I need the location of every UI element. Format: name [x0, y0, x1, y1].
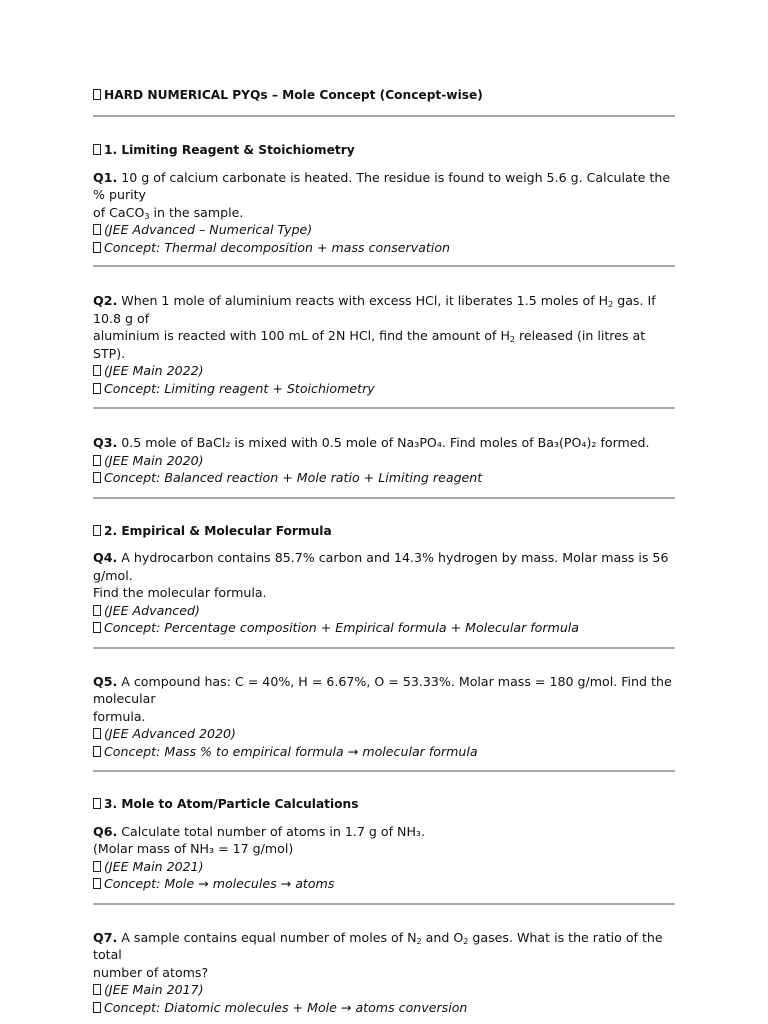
question-text: 0.5 mole of BaCl₂ is mixed with 0.5 mole of Na₃PO₄. Find moles of Ba₃(PO₄)₂ formed.	[117, 435, 650, 450]
question-text: and O	[421, 929, 464, 945]
question-text: gas. If 10.8 g of	[93, 293, 656, 326]
pin-icon	[93, 144, 101, 155]
question-text: Calculate total number of atoms in 1.7 g of NH₃.	[117, 823, 425, 839]
section-heading	[93, 796, 675, 814]
subscript: 2	[509, 335, 516, 344]
question-concept: Concept: Percentage composition + Empirical formula + Molecular formula	[104, 620, 580, 635]
question-source: (JEE Main 2020)	[104, 452, 204, 468]
document-title	[93, 87, 675, 105]
question-text: When 1 mole of aluminium reacts with excess HCl, it liberates 1.5 moles of H	[117, 293, 609, 308]
question-concept: Concept: Diatomic molecules + Mole → atoms conversion	[104, 999, 468, 1015]
question-concept: Concept: Thermal decomposition + mass conservation	[104, 239, 451, 255]
source-icon	[93, 365, 101, 376]
concept-icon	[93, 746, 101, 757]
subscript: 2	[608, 300, 614, 309]
document-page	[93, 87, 675, 1016]
question-number: Q6.	[93, 823, 118, 839]
question-text: number of atoms?	[93, 964, 209, 980]
concept-icon	[93, 242, 101, 253]
subscript: 2	[416, 936, 422, 946]
question-text: aluminium is reacted with 100 mL of 2N HCl, find the amount of H	[93, 328, 510, 343]
question-concept: Concept: Balanced reaction + Mole ratio + Limiting reagent	[104, 470, 483, 485]
question-text: of CaCO	[93, 204, 145, 220]
section-heading	[93, 142, 675, 160]
divider	[93, 647, 675, 649]
question-number: Q5.	[93, 673, 118, 689]
question-source: (JEE Advanced 2020)	[104, 726, 236, 741]
question-source: (JEE Advanced – Numerical Type)	[104, 222, 313, 237]
divider	[93, 407, 675, 409]
section-heading-text: 1. Limiting Reagent & Stoichiometry	[104, 143, 355, 157]
question-source: (JEE Advanced)	[104, 602, 200, 618]
concept-icon	[93, 878, 101, 889]
question-text: formula.	[93, 708, 146, 724]
question-concept: Concept: Mass % to empirical formula → molecular formula	[104, 743, 478, 759]
question-q5	[93, 673, 675, 761]
divider	[93, 265, 675, 267]
divider	[93, 497, 675, 499]
question-source: (JEE Main 2017)	[104, 982, 204, 997]
question-number: Q7.	[93, 929, 118, 945]
question-q1	[93, 169, 675, 257]
question-source: (JEE Main 2022)	[104, 363, 204, 378]
pin-icon	[93, 798, 101, 809]
question-text: gases. What is the ratio of the total	[93, 929, 663, 962]
question-text: (Molar mass of NH₃ = 17 g/mol)	[93, 841, 294, 856]
subscript: 3	[144, 211, 150, 221]
source-icon	[93, 861, 101, 872]
question-text: A hydrocarbon contains 85.7% carbon and 14.3% hydrogen by mass. Molar mass is 56 g/mol.	[93, 550, 669, 583]
concept-icon	[93, 1002, 101, 1013]
question-concept: Concept: Limiting reagent + Stoichiometry	[104, 380, 375, 396]
question-source: (JEE Main 2021)	[104, 858, 204, 874]
divider	[93, 770, 675, 772]
subscript: 2	[463, 936, 469, 946]
source-icon	[93, 984, 101, 995]
source-icon	[93, 455, 101, 466]
question-text: released (in litres at STP).	[93, 328, 646, 361]
source-icon	[93, 224, 101, 235]
question-q2	[93, 292, 675, 397]
question-q3	[93, 434, 675, 487]
question-text: A sample contains equal number of moles of N	[117, 929, 417, 945]
question-text: 10 g of calcium carbonate is heated. The residue is found to weigh 5.6 g. Calculate the % purity	[93, 169, 671, 202]
question-q4	[93, 549, 675, 637]
concept-icon	[93, 622, 101, 633]
concept-icon	[93, 383, 101, 394]
question-number: Q4.	[93, 550, 118, 565]
section-heading-text: 2. Empirical & Molecular Formula	[104, 523, 332, 538]
question-text: Find the molecular formula.	[93, 585, 267, 600]
question-concept: Concept: Mole → molecules → atoms	[104, 876, 335, 891]
pin-icon	[93, 525, 101, 536]
question-text: A compound has: C = 40%, H = 6.67%, O = 53.33%. Molar mass = 180 g/mol. Find the molecular	[93, 673, 672, 706]
question-q6	[93, 823, 675, 893]
concept-icon	[93, 472, 101, 483]
section-heading	[93, 523, 675, 541]
question-text: in the sample.	[149, 204, 244, 220]
source-icon	[93, 728, 101, 739]
section-heading-text: 3. Mole to Atom/Particle Calculations	[104, 797, 359, 811]
question-number: Q2.	[93, 293, 118, 308]
question-q7	[93, 929, 675, 1017]
bookmark-icon	[93, 89, 101, 100]
divider	[93, 903, 675, 905]
title-text: HARD NUMERICAL PYQs – Mole Concept (Concept-wise)	[104, 88, 483, 102]
question-number: Q3.	[93, 435, 118, 450]
divider	[93, 115, 675, 117]
question-number: Q1.	[93, 169, 118, 185]
source-icon	[93, 605, 101, 616]
